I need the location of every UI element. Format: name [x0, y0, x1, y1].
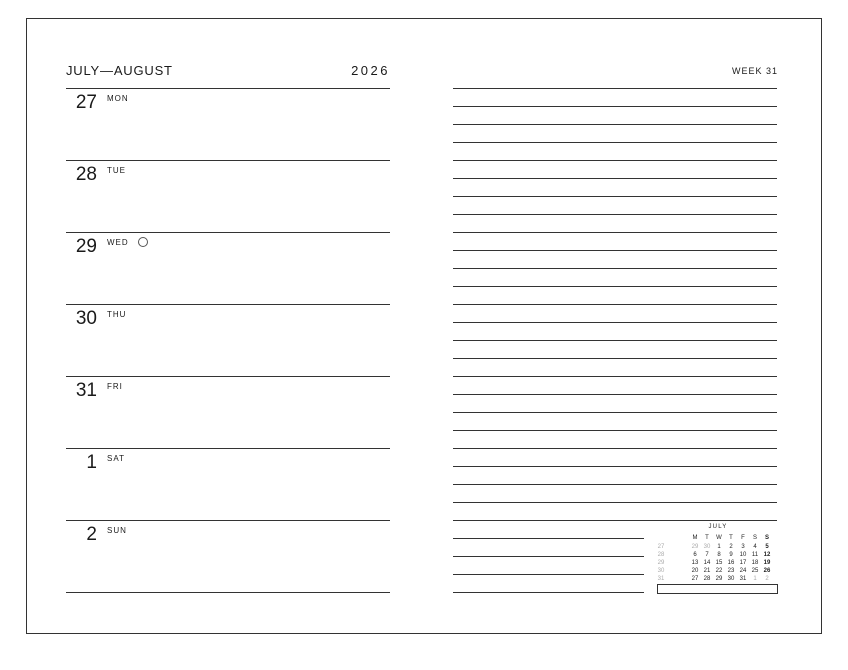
note-line[interactable]: [453, 142, 777, 143]
day-name: SAT: [107, 454, 125, 463]
note-line[interactable]: [453, 196, 777, 197]
mini-calendar-week-number: 27: [657, 544, 665, 550]
mini-calendar-week-number: 30: [657, 568, 665, 574]
mini-calendar-day: 22: [715, 568, 723, 574]
mini-calendar-weekday: F: [741, 535, 745, 541]
note-line[interactable]: [453, 88, 777, 89]
mini-calendar-day: 2: [729, 544, 733, 550]
mini-calendar-weekday: S: [764, 535, 769, 541]
mini-calendar-day: 16: [727, 560, 735, 566]
day-name: WED: [107, 238, 129, 247]
note-line[interactable]: [453, 520, 777, 521]
note-line[interactable]: [453, 592, 644, 593]
mini-calendar-day: 31: [739, 576, 747, 582]
current-week-highlight: [657, 584, 778, 594]
month-range-title: JULY—AUGUST: [66, 63, 173, 78]
day-entry[interactable]: [66, 88, 390, 160]
note-line[interactable]: [453, 322, 777, 323]
note-line[interactable]: [453, 160, 777, 161]
mini-calendar-day: 3: [741, 544, 745, 550]
mini-calendar-day: 4: [753, 544, 757, 550]
day-divider-line: [66, 592, 390, 593]
note-line[interactable]: [453, 484, 777, 485]
day-name: SUN: [107, 526, 127, 535]
mini-calendar-weekday: W: [716, 535, 722, 541]
mini-calendar-day: 14: [703, 560, 711, 566]
mini-calendar-header-row: [657, 534, 779, 543]
note-line[interactable]: [453, 412, 777, 413]
note-line[interactable]: [453, 178, 777, 179]
mini-calendar-day: 27: [691, 576, 699, 582]
day-number: 2: [86, 524, 97, 545]
note-line[interactable]: [453, 538, 644, 539]
mini-calendar-day: 30: [703, 544, 711, 550]
mini-calendar-day: 21: [703, 568, 711, 574]
mini-calendar-day: 9: [729, 552, 733, 558]
day-number: 27: [75, 92, 97, 113]
mini-calendar-day: 19: [763, 560, 771, 566]
mini-calendar-title: JULY: [708, 524, 728, 530]
day-name: FRI: [107, 382, 123, 391]
note-line[interactable]: [453, 448, 777, 449]
note-line[interactable]: [453, 574, 644, 575]
note-line[interactable]: [453, 394, 777, 395]
mini-calendar-weekday: S: [752, 535, 757, 541]
mini-calendar-week-number: 28: [657, 552, 665, 558]
mini-calendar-day: 20: [691, 568, 699, 574]
note-line[interactable]: [453, 124, 777, 125]
mini-calendar-day: 6: [693, 552, 697, 558]
day-number: 30: [75, 308, 97, 329]
year-label: 2026: [351, 63, 390, 78]
mini-calendar-day: 18: [751, 560, 759, 566]
note-line[interactable]: [453, 376, 777, 377]
mini-calendar-day: 25: [751, 568, 759, 574]
day-name: MON: [107, 94, 129, 103]
moon-phase-icon: [138, 237, 148, 247]
note-line[interactable]: [453, 430, 777, 431]
day-entry[interactable]: [66, 232, 390, 304]
day-number: 31: [75, 380, 97, 401]
week-number-label: WEEK 31: [731, 66, 778, 76]
note-line[interactable]: [453, 286, 777, 287]
mini-calendar-day: 13: [691, 560, 699, 566]
mini-calendar-day: 17: [739, 560, 747, 566]
note-line[interactable]: [453, 466, 777, 467]
mini-calendar-day: 10: [739, 552, 747, 558]
note-line[interactable]: [453, 250, 777, 251]
day-number: 28: [75, 164, 97, 185]
mini-calendar-day: 29: [691, 544, 699, 550]
day-entry[interactable]: [66, 304, 390, 376]
mini-calendar-day: 30: [727, 576, 735, 582]
note-line[interactable]: [453, 214, 777, 215]
mini-calendar-day: 11: [751, 552, 759, 558]
mini-calendar-day: 2: [765, 576, 769, 582]
day-entry[interactable]: [66, 448, 390, 520]
mini-calendar-day: 5: [765, 544, 769, 550]
mini-calendar-day: 8: [717, 552, 721, 558]
mini-calendar-weekday: M: [692, 535, 698, 541]
mini-calendar-day: 1: [753, 576, 757, 582]
note-line[interactable]: [453, 304, 777, 305]
mini-calendar-day: 15: [715, 560, 723, 566]
mini-calendar-day: 23: [727, 568, 735, 574]
note-line[interactable]: [453, 358, 777, 359]
mini-calendar-week-number: 31: [657, 576, 665, 582]
mini-calendar-day: 28: [703, 576, 711, 582]
note-line[interactable]: [453, 556, 644, 557]
day-number: 29: [75, 236, 97, 257]
day-number: 1: [86, 452, 97, 473]
mini-calendar-day: 29: [715, 576, 723, 582]
mini-calendar-week-number: 29: [657, 560, 665, 566]
mini-calendar-day: 12: [763, 552, 771, 558]
day-name: THU: [107, 310, 127, 319]
mini-calendar-weekday: T: [705, 535, 709, 541]
day-entry[interactable]: [66, 160, 390, 232]
note-line[interactable]: [453, 268, 777, 269]
mini-calendar-week-row: [657, 575, 779, 584]
note-line[interactable]: [453, 106, 777, 107]
note-line[interactable]: [453, 340, 777, 341]
note-line[interactable]: [453, 502, 777, 503]
day-entry[interactable]: [66, 376, 390, 448]
mini-calendar-day: 24: [739, 568, 747, 574]
mini-calendar-weekday: T: [729, 535, 733, 541]
note-line[interactable]: [453, 232, 777, 233]
mini-calendar-day: 1: [717, 544, 721, 550]
mini-calendar-day: 7: [705, 552, 709, 558]
day-name: TUE: [107, 166, 126, 175]
day-entry[interactable]: [66, 520, 390, 592]
mini-calendar-day: 26: [763, 568, 771, 574]
